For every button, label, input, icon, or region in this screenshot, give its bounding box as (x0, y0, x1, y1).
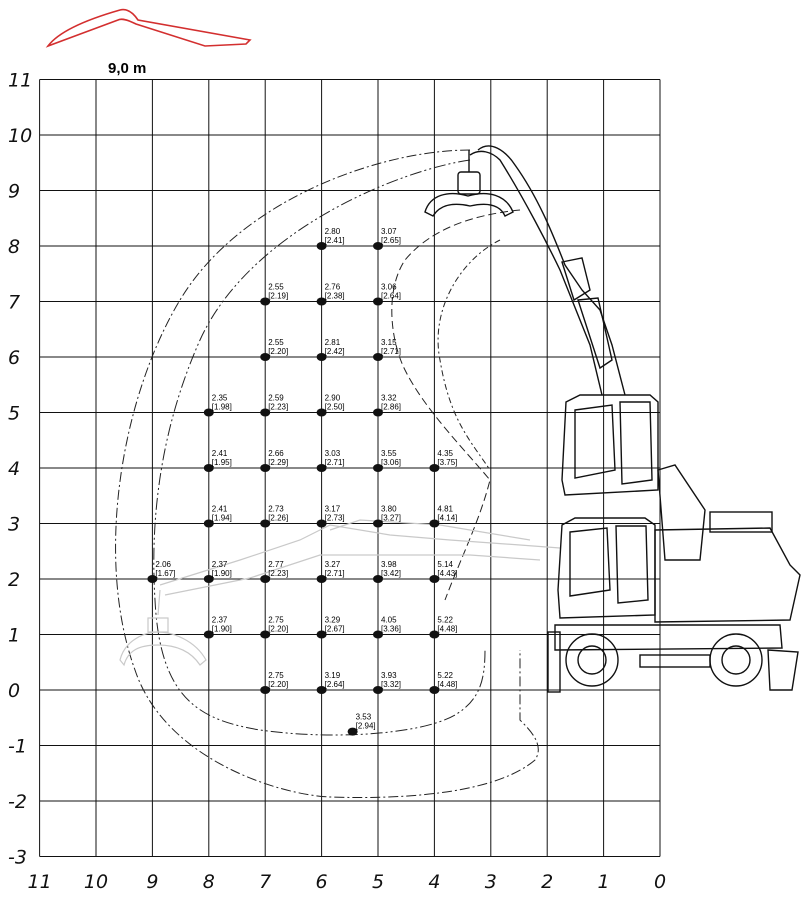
capacity-value-bracket: [3.27] (381, 513, 402, 523)
capacity-value-bracket: [3.06] (381, 458, 402, 467)
outer-envelope (116, 150, 539, 798)
material-handler (425, 146, 800, 692)
front-wheel (566, 634, 618, 686)
capacity-value-bracket: [2.20] (268, 347, 289, 356)
capacity-value: 3.03 (324, 449, 341, 458)
capacity-value: 3.55 (381, 449, 397, 458)
capacity-value-bracket: [3.75] (437, 458, 458, 467)
grapple (425, 194, 513, 216)
y-tick-label: -1 (8, 735, 27, 758)
capacity-value: 2.55 (268, 338, 284, 347)
capacity-value: 2.55 (268, 282, 284, 292)
capacity-value-bracket: [1.90] (211, 569, 232, 578)
capacity-value-bracket: [2.71] (324, 458, 345, 467)
x-tick-label: 1 (597, 871, 610, 893)
y-tick-label: 0 (8, 680, 21, 702)
capacity-value: 5.14 (437, 560, 453, 569)
engine-housing (655, 528, 800, 622)
x-tick-label: 4 (428, 871, 441, 893)
y-tick-label: 6 (8, 347, 21, 369)
y-tick-label: -3 (8, 846, 27, 869)
capacity-value-bracket: [1.98] (211, 402, 232, 412)
capacity-value-bracket: [2.20] (268, 624, 289, 634)
capacity-value: 3.19 (324, 671, 341, 680)
y-tick-label: 7 (8, 291, 21, 314)
reach-envelopes (116, 150, 539, 798)
x-tick-label: 7 (259, 871, 272, 893)
capacity-value: 2.75 (268, 615, 284, 625)
capacity-value-bracket: [2.20] (268, 680, 289, 689)
capacity-value-bracket: [1.67] (155, 569, 176, 578)
capacity-value: 2.37 (211, 615, 228, 625)
capacity-value: 3.53 (355, 712, 372, 722)
capacity-value-bracket: [2.19] (268, 291, 289, 301)
lowered-boom-ghost (120, 520, 560, 665)
capacity-value-bracket: [4.48] (437, 680, 458, 689)
y-tick-label: -2 (8, 791, 27, 813)
y-tick-label: 1 (8, 624, 21, 647)
capacity-value-bracket: [2.38] (324, 291, 345, 301)
capacity-value: 2.80 (324, 227, 341, 236)
capacity-value-bracket: [2.41] (324, 236, 345, 245)
capacity-value: 2.90 (324, 393, 341, 403)
y-tick-label: 4 (8, 458, 21, 480)
x-tick-label: 11 (27, 871, 52, 893)
capacity-value-bracket: [2.67] (324, 624, 345, 634)
capacity-value: 3.27 (324, 560, 341, 569)
x-tick-label: 9 (146, 871, 159, 893)
y-tick-label: 3 (8, 513, 21, 536)
capacity-value-bracket: [4.14] (437, 513, 458, 523)
capacity-value-bracket: [3.42] (381, 569, 402, 578)
capacity-value: 3.17 (324, 504, 341, 514)
capacity-value: 5.22 (437, 615, 453, 625)
capacity-value: 3.98 (381, 560, 397, 569)
capacity-value-bracket: [2.73] (324, 513, 345, 523)
capacity-value-bracket: [2.23] (268, 569, 289, 578)
capacity-value: 2.81 (324, 338, 341, 347)
capacity-value: 2.37 (211, 560, 228, 569)
capacity-value-bracket: [2.71] (381, 347, 402, 356)
capacity-value-bracket: [2.65] (381, 236, 402, 245)
capacity-value-bracket: [2.29] (268, 458, 289, 467)
capacity-value-bracket: [4.48] (437, 624, 458, 634)
capacity-value-bracket: [2.50] (324, 402, 345, 412)
capacity-value: 2.59 (268, 393, 284, 403)
x-tick-label: 6 (315, 871, 328, 893)
grid (40, 80, 660, 857)
boom-logo (48, 10, 250, 46)
capacity-value: 2.73 (268, 504, 284, 514)
y-tick-label: 2 (8, 569, 21, 591)
capacity-value-bracket: [2.86] (381, 402, 402, 412)
capacity-value-bracket: [3.36] (381, 624, 402, 634)
capacity-value: 2.06 (155, 560, 171, 569)
capacity-value: 4.35 (437, 449, 453, 458)
capacity-value-bracket: [2.26] (268, 513, 289, 523)
y-tick-label: 11 (8, 69, 33, 92)
y-tick-label: 10 (8, 125, 33, 147)
rear-wheel (710, 634, 762, 686)
capacity-value-bracket: [2.42] (324, 347, 345, 356)
x-tick-label: 0 (653, 871, 667, 893)
capacity-points (147, 227, 457, 736)
x-tick-label: 8 (202, 871, 215, 893)
y-tick-label: 8 (8, 236, 21, 258)
capacity-value-bracket: [3.32] (381, 680, 402, 689)
capacity-value: 2.66 (268, 449, 284, 458)
x-tick-label: 5 (371, 871, 385, 893)
capacity-value: 5.22 (437, 671, 453, 680)
capacity-value: 2.41 (211, 504, 228, 514)
capacity-value-bracket: [1.95] (211, 458, 232, 467)
capacity-value-bracket: [4.43] (437, 569, 458, 578)
capacity-value: 4.05 (381, 615, 397, 625)
capacity-value: 3.32 (381, 393, 397, 403)
x-axis-ticks (28, 871, 667, 893)
inner-envelope (392, 210, 520, 600)
capacity-value: 3.93 (381, 671, 397, 680)
y-axis-ticks (8, 70, 32, 869)
x-tick-label: 10 (83, 871, 109, 893)
capacity-value: 3.15 (381, 338, 397, 347)
y-tick-label: 5 (8, 402, 21, 425)
reach-label: 9,0 m (108, 60, 147, 77)
capacity-value: 3.06 (381, 282, 397, 292)
capacity-value: 2.41 (211, 449, 228, 458)
capacity-value-bracket: [1.94] (211, 513, 232, 523)
capacity-value: 2.75 (268, 671, 284, 680)
capacity-value-bracket: [1.90] (211, 624, 232, 634)
capacity-value-bracket: [2.23] (268, 402, 289, 412)
boom (478, 146, 625, 395)
capacity-value: 2.77 (268, 560, 284, 569)
capacity-value: 3.29 (324, 615, 341, 625)
capacity-value-bracket: [2.94] (355, 721, 376, 731)
capacity-value-bracket: [2.71] (324, 569, 345, 578)
capacity-value: 4.81 (437, 504, 453, 514)
capacity-value: 3.07 (381, 227, 397, 236)
capacity-value-bracket: [2.64] (324, 680, 345, 689)
lower-cab (558, 518, 655, 618)
x-tick-label: 3 (484, 871, 497, 893)
capacity-value: 2.76 (324, 282, 341, 292)
y-tick-label: 9 (8, 180, 21, 203)
capacity-value: 3.80 (381, 504, 397, 514)
x-tick-label: 2 (541, 871, 554, 893)
capacity-value: 2.35 (211, 393, 228, 403)
capacity-value-bracket: [2.64] (381, 291, 402, 301)
